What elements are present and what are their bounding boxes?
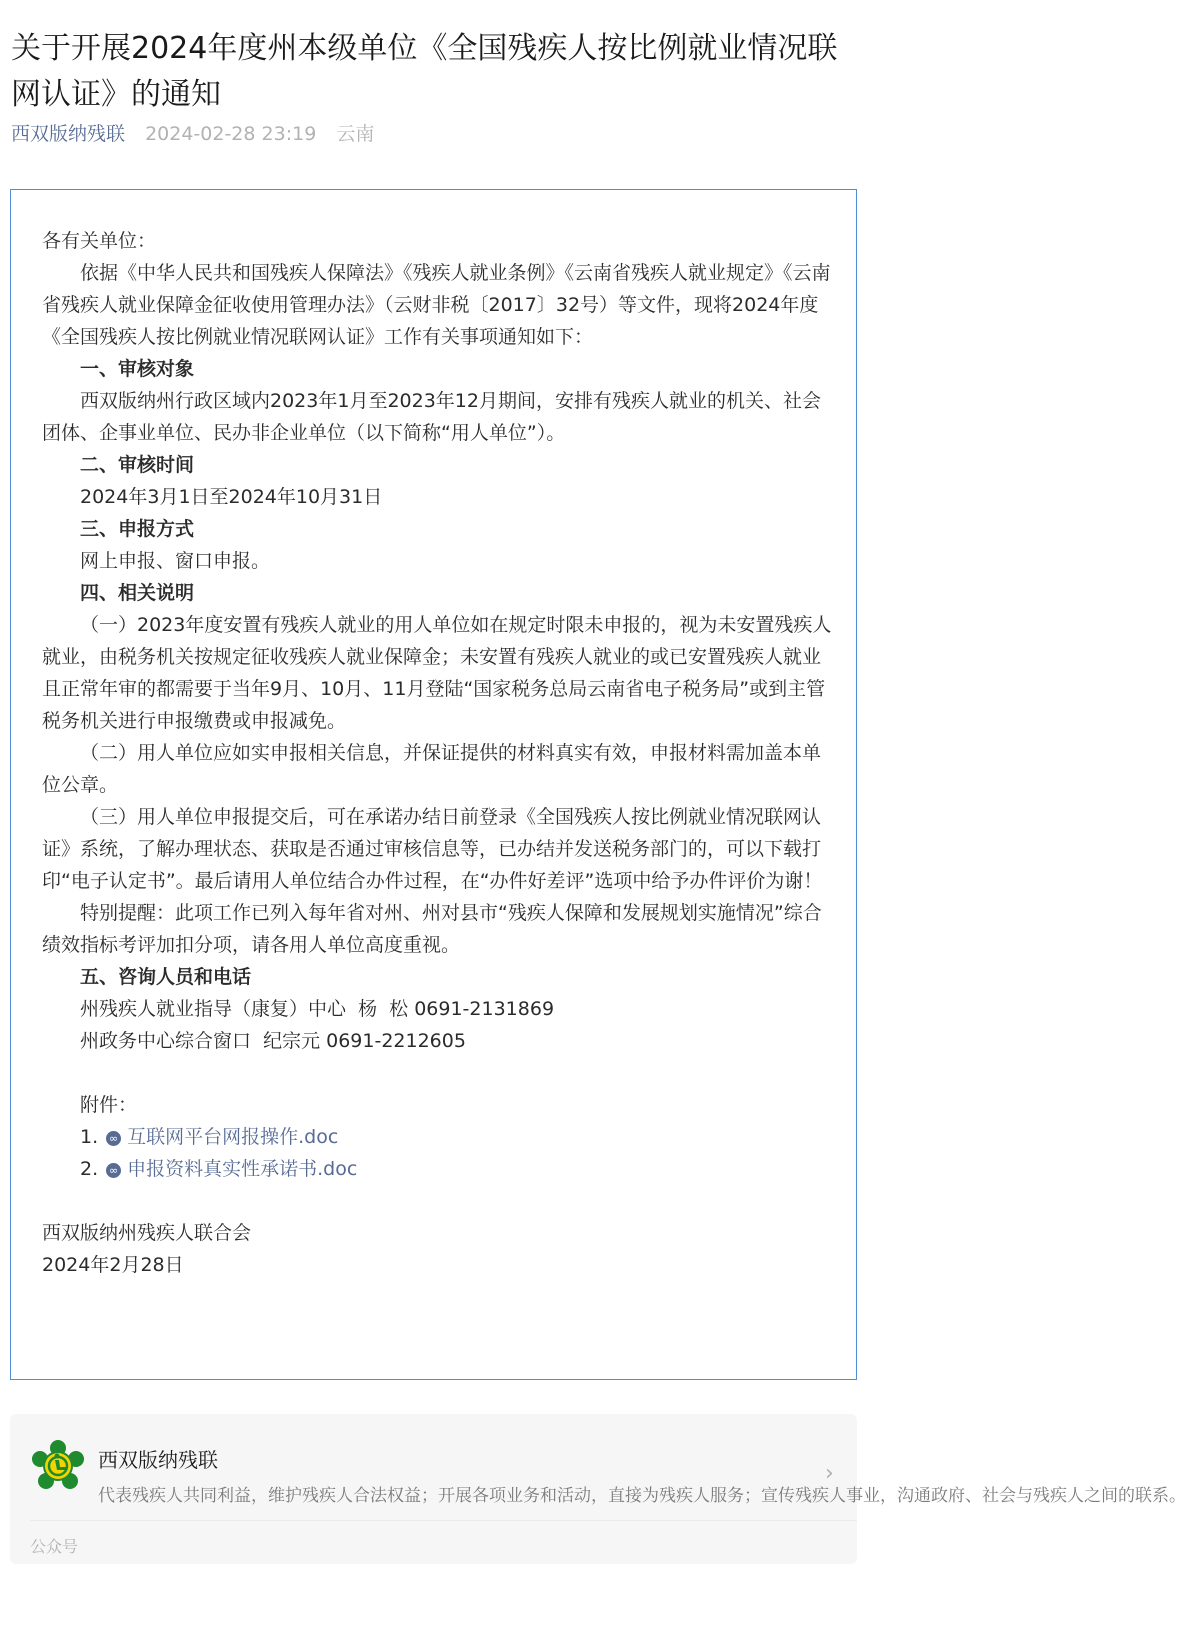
attachment-item bbox=[42, 1121, 837, 1153]
section-4-item-1: （一）2023年度安置有残疾人就业的用人单位如在规定时限未申报的，视为未安置残疾人就业，由税务机关按规定征收残疾人就业保障金；未安置有残疾人就业的或已安置残疾人就业且正常年审的都需要于当年9月、10月、11月登陆“国家税务总局云南省电子税务局”或到主管税务机关进行申报缴费或申报减免。 bbox=[42, 614, 832, 732]
publish-location: 云南 bbox=[336, 123, 375, 145]
intro-paragraph: 依据《中华人民共和国残疾人保障法》《残疾人就业条例》《云南省残疾人就业规定》《云南省残疾人就业保障金征收使用管理办法》（云财非税〔2017〕32号）等文件，现将2024年度《全国残疾人按比例就业情况联网认证》工作有关事项通知如下： bbox=[42, 262, 831, 348]
attachment-link[interactable]: 申报资料真实性承诺书.doc bbox=[127, 1158, 358, 1180]
signature-date: 2024年2月28日 bbox=[42, 1254, 184, 1276]
section-1-heading: 一、审核对象 bbox=[80, 358, 195, 380]
spacer bbox=[42, 1185, 837, 1217]
divider bbox=[30, 1520, 857, 1521]
spacer bbox=[42, 1057, 837, 1089]
attachments-label: 附件： bbox=[80, 1094, 138, 1116]
notice-body bbox=[42, 225, 837, 1281]
link-icon: ∞ bbox=[106, 1163, 121, 1178]
contact-line-1: 州残疾人就业指导（康复）中心 杨 松 0691-2131869 bbox=[80, 998, 555, 1020]
account-profile-card[interactable] bbox=[10, 1414, 1186, 1564]
section-4-heading: 四、相关说明 bbox=[80, 582, 195, 604]
section-2-heading: 二、审核时间 bbox=[80, 454, 195, 476]
section-3-heading: 三、申报方式 bbox=[80, 518, 195, 540]
section-2-text: 2024年3月1日至2024年10月31日 bbox=[80, 486, 383, 508]
salutation: 各有关单位： bbox=[42, 230, 157, 252]
special-reminder: 特别提醒：此项工作已列入每年省对州、州对县市“残疾人保障和发展规划实施情况”综合绩效指标考评加扣分项，请各用人单位高度重视。 bbox=[42, 902, 822, 956]
section-4-item-2: （二）用人单位应如实申报相关信息，并保证提供的材料真实有效，申报材料需加盖本单位公章。 bbox=[42, 742, 822, 796]
section-1-text: 西双版纳州行政区域内2023年1月至2023年12月期间，安排有残疾人就业的机关、社会团体、企事业单位、民办非企业单位（以下简称“用人单位”）。 bbox=[42, 390, 821, 444]
notice-frame bbox=[10, 189, 857, 1380]
section-5-heading: 五、咨询人员和电话 bbox=[80, 966, 252, 988]
article-meta bbox=[11, 119, 374, 146]
signature-org: 西双版纳州残疾人联合会 bbox=[42, 1222, 252, 1244]
section-4-item-3: （三）用人单位申报提交后，可在承诺办结日前登录《全国残疾人按比例就业情况联网认证》系统，了解办理状态、获取是否通过审核信息等，已办结并发送税务部门的，可以下载打印“电子认定书”。最后请用人单位结合办件过程，在“办件好差评”选项中给予办件评价为谢！ bbox=[42, 806, 823, 892]
publish-time: 2024-02-28 23:19 bbox=[145, 123, 317, 145]
attachment-item bbox=[42, 1153, 837, 1185]
link-icon: ∞ bbox=[106, 1131, 121, 1146]
section-3-text: 网上申报、窗口申报。 bbox=[80, 550, 271, 572]
profile-account-name: 西双版纳残联 bbox=[98, 1448, 218, 1472]
article-title: 关于开展2024年度州本级单位《全国残疾人按比例就业情况联网认证》的通知 bbox=[11, 31, 838, 112]
contact-line-2: 州政务中心综合窗口 纪宗元 0691-2212605 bbox=[80, 1030, 466, 1052]
profile-description: 代表残疾人共同利益，维护残疾人合法权益；开展各项业务和活动，直接为残疾人服务；宣传残疾人事业，沟通政府、社会与残疾人之间的联系。 bbox=[98, 1486, 1186, 1506]
account-name-link[interactable]: 西双版纳残联 bbox=[11, 123, 126, 145]
chevron-right-icon: › bbox=[825, 1461, 834, 1486]
account-type-label: 公众号 bbox=[30, 1537, 79, 1556]
disability-federation-logo-icon bbox=[30, 1439, 86, 1495]
attachment-number: 2. bbox=[80, 1158, 99, 1180]
attachment-link[interactable]: 互联网平台网报操作.doc bbox=[127, 1126, 339, 1148]
attachment-number: 1. bbox=[80, 1126, 99, 1148]
